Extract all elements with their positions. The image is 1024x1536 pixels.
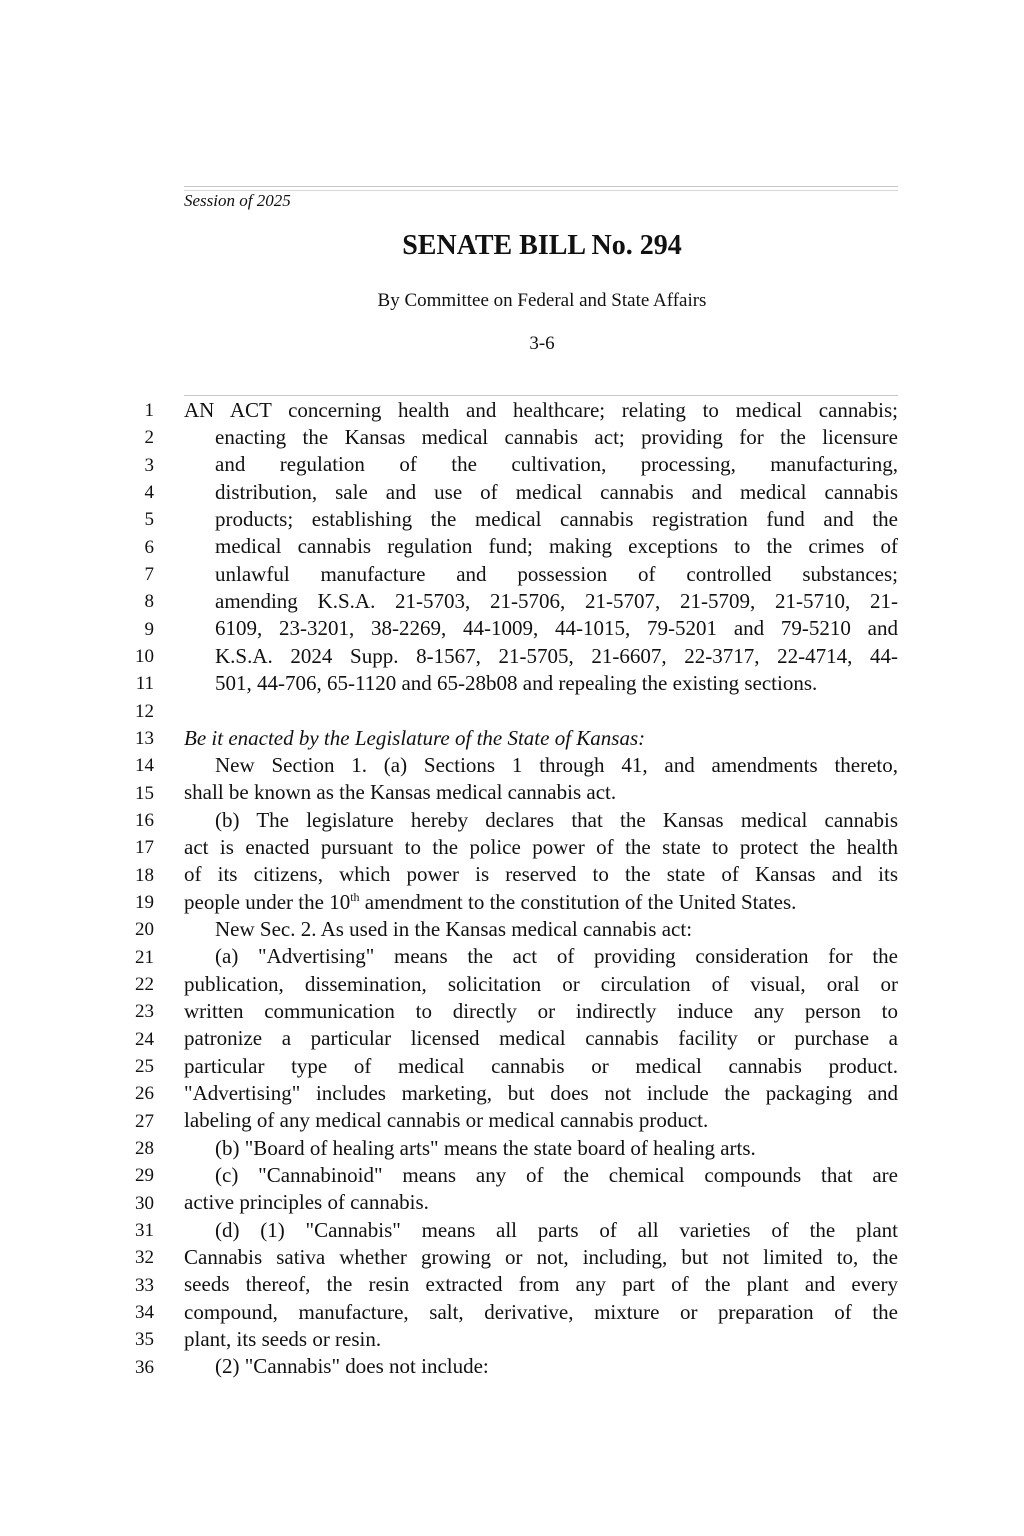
body-line [184,889,796,916]
body-line: seeds thereof, the resin extracted from any part of the plant and every [184,1272,898,1296]
body-line: plant, its seeds or resin. [184,1327,382,1351]
act-title-line: and regulation of the cultivation, processing, manufacturing, [215,452,898,476]
act-title-line: unlawful manufacture and possession of controlled substances; [215,562,898,586]
body-line: active principles of cannabis. [184,1190,429,1214]
body-line: New Sec. 2. As used in the Kansas medical cannabis act: [215,917,693,941]
line-number: 7 [144,564,154,585]
body-line: written communication to directly or indirectly induce any person to [184,999,898,1023]
line-number: 16 [135,810,154,831]
line-number: 27 [135,1111,154,1132]
line-number: 20 [135,919,154,940]
line-number: 10 [135,646,154,667]
session-label: Session of 2025 [184,191,291,210]
line-number: 34 [135,1302,154,1323]
line-number: 31 [135,1220,154,1241]
line-number: 12 [135,701,154,722]
act-title-line: medical cannabis regulation fund; making exceptions to the crimes of [215,534,898,558]
body-line: particular type of medical cannabis or medical cannabis product. [184,1054,898,1078]
line-number: 14 [135,755,154,776]
line-number: 1 [144,400,154,421]
body-line: labeling of any medical cannabis or medical cannabis product. [184,1108,709,1132]
act-title-line: 6109, 23-3201, 38-2269, 44-1009, 44-1015, 79-5201 and 79-5210 and [215,616,898,640]
line-number: 13 [135,728,154,749]
line-number: 3 [144,455,154,476]
line-number: 28 [135,1138,154,1159]
body-line: (a) "Advertising" means the act of providing consideration for the [215,944,898,968]
line-number: 15 [135,783,154,804]
body-line: (c) "Cannabinoid" means any of the chemical compounds that are [215,1163,898,1187]
body-line: patronize a particular licensed medical cannabis facility or purchase a [184,1026,898,1050]
body-line: New Section 1. (a) Sections 1 through 41, and amendments thereto, [215,753,898,777]
body-line: Cannabis sativa whether growing or not, including, but not limited to, the [184,1245,898,1269]
line-number: 19 [135,892,154,913]
line-number: 17 [135,837,154,858]
body-line: (b) "Board of healing arts" means the state board of healing arts. [215,1136,756,1160]
bill-sponsor: By Committee on Federal and State Affairs [377,290,707,311]
line-number: 35 [135,1329,154,1350]
line-number: 23 [135,1001,154,1022]
bill-date: 3-6 [529,333,555,354]
act-title-line: K.S.A. 2024 Supp. 8-1567, 21-5705, 21-6607, 22-3717, 22-4714, 44- [215,644,898,668]
body-line: (b) The legislature hereby declares that the Kansas medical cannabis [215,808,898,832]
line-number: 26 [135,1083,154,1104]
enacting-clause: Be it enacted by the Legislature of the State of Kansas: [184,726,646,750]
act-title-line: amending K.S.A. 21-5703, 21-5706, 21-5707, 21-5709, 21-5710, 21- [215,589,898,613]
body-line-part: amendment to the constitution of the United States. [359,890,797,914]
body-line: (d) (1) "Cannabis" means all parts of all varieties of the plant [215,1218,898,1242]
body-line-part: people under the 10 [184,890,351,914]
header-rule-bottom [184,395,898,396]
act-title-line: enacting the Kansas medical cannabis act; providing for the licensure [215,425,898,449]
line-number: 22 [135,974,154,995]
body-line: act is enacted pursuant to the police power of the state to protect the health [184,835,898,859]
header-rule-top-second [184,190,898,191]
line-number: 6 [144,537,154,558]
line-number: 36 [135,1357,154,1378]
body-line: "Advertising" includes marketing, but does not include the packaging and [184,1081,898,1105]
line-number: 2 [144,427,154,448]
body-line: (2) "Cannabis" does not include: [215,1354,489,1378]
line-number: 30 [135,1193,154,1214]
line-number: 24 [135,1029,154,1050]
body-line: compound, manufacture, salt, derivative, mixture or preparation of the [184,1300,898,1324]
bill-title: SENATE BILL No. 294 [402,230,682,261]
body-line: of its citizens, which power is reserved to the state of Kansas and its [184,862,898,886]
line-number: 32 [135,1247,154,1268]
act-title-line: AN ACT concerning health and healthcare; relating to medical cannabis; [184,398,898,422]
line-number: 29 [135,1165,154,1186]
ordinal-suffix: th [350,890,360,904]
body-line: publication, dissemination, solicitation or circulation of visual, oral or [184,972,898,996]
line-number: 21 [135,947,154,968]
line-number: 25 [135,1056,154,1077]
body-line: shall be known as the Kansas medical cannabis act. [184,780,617,804]
line-number: 9 [144,619,154,640]
line-number: 11 [135,673,154,694]
act-title-line: products; establishing the medical cannabis registration fund and the [215,507,898,531]
line-number: 4 [144,482,154,503]
line-number: 33 [135,1275,154,1296]
line-number: 8 [144,591,154,612]
act-title-line: 501, 44-706, 65-1120 and 65-28b08 and repealing the existing sections. [215,671,818,695]
line-number: 18 [135,865,154,886]
line-number: 5 [144,509,154,530]
header-rule-top [184,186,898,187]
act-title-line: distribution, sale and use of medical cannabis and medical cannabis [215,480,898,504]
